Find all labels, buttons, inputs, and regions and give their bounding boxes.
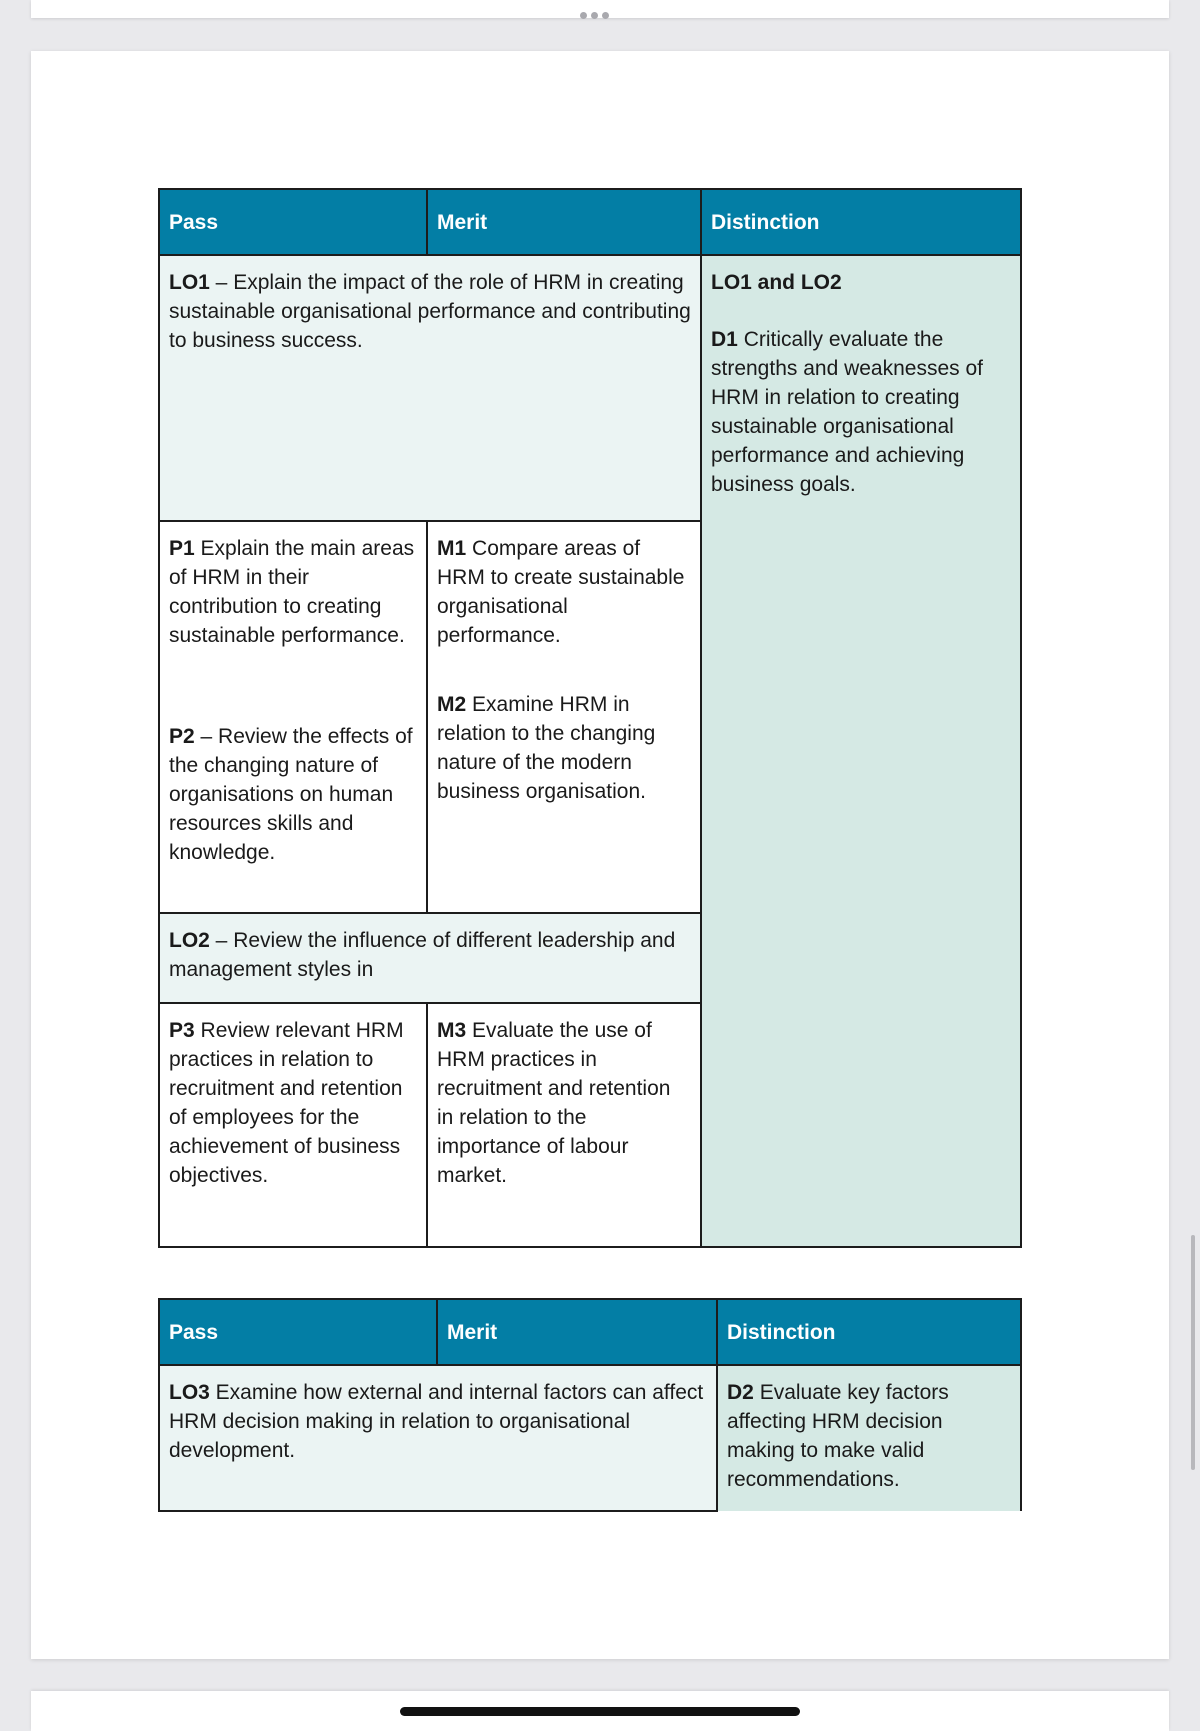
header-distinction: Distinction: [701, 189, 1021, 255]
more-options-icon[interactable]: [580, 12, 609, 19]
lo1-text: – Explain the impact of the role of HRM in creating sustainable organisational performance and contributing to business success.: [169, 271, 691, 352]
d1-text: Critically evaluate the strengths and weaknesses of HRM in relation to creating sustainable organisational performance and achieving business goals.: [711, 328, 983, 496]
p3-text: Review relevant HRM practices in relation to recruitment and retention of employees for the achievement of business objectives.: [169, 1019, 404, 1187]
m2-item: [437, 690, 691, 806]
d1-code: D1: [711, 328, 738, 351]
lo1-cell: [159, 255, 701, 521]
m2-text: Examine HRM in relation to the changing nature of the modern business organisation.: [437, 693, 656, 803]
m1-code: M1: [437, 537, 467, 560]
scrollbar-thumb[interactable]: [1191, 1235, 1195, 1470]
lo3-cell: [159, 1365, 717, 1511]
lo3-code: LO3: [169, 1381, 210, 1404]
p1-code: P1: [169, 537, 195, 560]
distinction-heading: LO1 and LO2: [711, 271, 842, 294]
d2-code: D2: [727, 1381, 754, 1404]
lo3-text: Examine how external and internal factors can affect HRM decision making in relation to organisational development.: [169, 1381, 704, 1462]
pass-p1-p2-cell: [159, 521, 427, 913]
header-merit: Merit: [427, 189, 701, 255]
grading-criteria-table-1: [158, 188, 1022, 1248]
m1-text: Compare areas of HRM to create sustainable organisational performance.: [437, 537, 685, 647]
m3-text: Evaluate the use of HRM practices in recruitment and retention in relation to the importance of labour market.: [437, 1019, 671, 1187]
home-indicator[interactable]: [400, 1707, 800, 1716]
p1-text: Explain the main areas of HRM in their contribution to creating sustainable performance.: [169, 537, 415, 647]
pass-p3-cell: [159, 1003, 427, 1247]
lo2-cell: [159, 913, 701, 1003]
p1-item: [169, 534, 417, 650]
p2-item: [169, 722, 417, 867]
m3-code: M3: [437, 1019, 467, 1042]
m1-item: [437, 534, 691, 650]
p3-code: P3: [169, 1019, 195, 1042]
distinction-cell: [701, 255, 1021, 1247]
header-pass-2: Pass: [159, 1299, 437, 1365]
lo2-text: – Review the influence of different leadership and management styles in: [169, 929, 676, 981]
merit-m1-m2-cell: [427, 521, 701, 913]
header-merit-2: Merit: [437, 1299, 717, 1365]
d2-cell: [717, 1365, 1021, 1511]
grading-criteria-table-2: [158, 1298, 1022, 1512]
merit-m3-cell: [427, 1003, 701, 1247]
lo1-code: LO1: [169, 271, 210, 294]
header-pass: Pass: [159, 189, 427, 255]
p2-code: P2: [169, 725, 195, 748]
header-distinction-2: Distinction: [717, 1299, 1021, 1365]
lo2-code: LO2: [169, 929, 210, 952]
d2-text: Evaluate key factors affecting HRM decision making to make valid recommendations.: [727, 1381, 949, 1491]
p2-text: – Review the effects of the changing nature of organisations on human resources skills and knowledge.: [169, 725, 413, 864]
m2-code: M2: [437, 693, 467, 716]
